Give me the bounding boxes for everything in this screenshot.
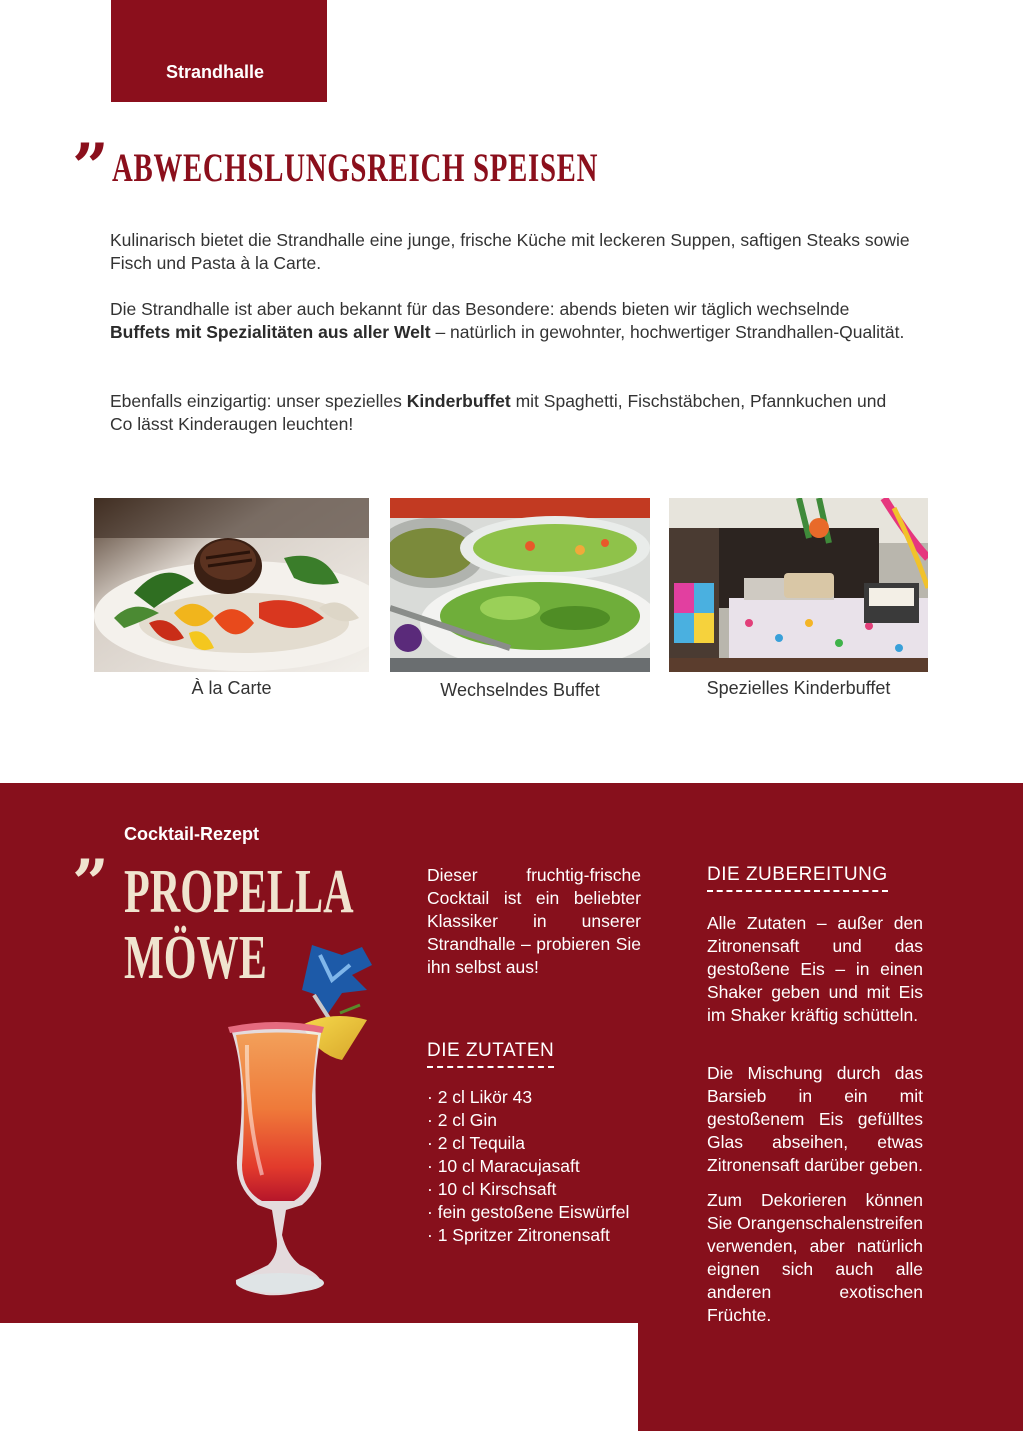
prep-paragraph-3: Zum Dekorieren können Sie Orangenschalenstreifen verwenden, aber natürlich eignen sich auch alle anderen exotischen Früchte.: [707, 1190, 923, 1325]
list-item: · 10 cl Maracujasaft: [427, 1155, 629, 1178]
kinderbuffet-highlight: Kinderbuffet: [406, 391, 511, 411]
intro-paragraph-1: Kulinarisch bietet die Strandhalle eine junge, frische Küche mit leckeren Suppen, saftigen Steaks sowie Fisch und Pasta à la Carte.: [110, 230, 910, 273]
list-item: · 10 cl Kirschsaft: [427, 1178, 629, 1201]
cocktail-glass-illustration: [222, 935, 392, 1305]
intro-paragraph-3: Ebenfalls einzigartig: unser spezielles Kinderbuffet mit Spaghetti, Fischstäbchen, Pfannkuchen und Co lässt Kinderaugen leuchten!: [110, 391, 887, 434]
recipe-label: Cocktail-Rezept: [124, 824, 260, 844]
recipe-band-extension: [638, 1320, 1023, 1431]
recipe-title-line-1: PROPELLA: [124, 858, 354, 926]
buffet-highlight: Buffets mit Spezialitäten aus aller Welt: [110, 322, 431, 342]
header-tab: [111, 0, 327, 102]
list-item: · 2 cl Tequila: [427, 1132, 629, 1155]
prep-paragraph-2: Die Mischung durch das Barsieb in ein mit gestoßenem Eis gefülltes Glas abseihen, etwas Zitronensaft darüber geben.: [707, 1063, 923, 1175]
photo-kinderbuffet: [669, 498, 928, 672]
photo-buffet: [390, 498, 650, 672]
list-item: · 2 cl Gin: [427, 1109, 629, 1132]
caption-kinderbuffet: Spezielles Kinderbuffet: [706, 678, 891, 698]
quote-mark-icon: ”: [72, 130, 109, 205]
recipe-intro: Dieser fruchtig-frische Cocktail ist ein beliebter Klassiker in unserer Strandhalle – probieren Sie ihn selbst aus!: [427, 865, 641, 977]
caption-a-la-carte: À la Carte: [191, 678, 272, 698]
recipe-title-line-2: MÖWE: [124, 924, 267, 992]
ingredients-list: [427, 1086, 629, 1247]
prep-heading: DIE ZUBEREITUNG: [707, 864, 888, 892]
caption-buffet: Wechselndes Buffet: [440, 680, 600, 700]
list-item: · 1 Spritzer Zitronensaft: [427, 1224, 629, 1247]
prep-paragraph-1: Alle Zutaten – außer den Zitronensaft und das gestoßene Eis – in einen Shaker geben und mit Eis im Shaker kräftig schütteln.: [707, 913, 923, 1025]
section-heading: ABWECHSLUNGSREICH SPEISEN: [112, 145, 599, 190]
recipe-quote-mark-icon: ”: [72, 846, 109, 921]
list-item: · fein gestoßene Eiswürfel: [427, 1201, 629, 1224]
intro-paragraph-2: Die Strandhalle ist aber auch bekannt für das Besondere: abends bieten wir täglich wechselnde Buffets mit Spezialitäten aus aller Welt – natürlich in gewohnter, hochwertiger Strandhallen-Qualität.: [110, 299, 905, 342]
ingredients-heading: DIE ZUTATEN: [427, 1040, 554, 1068]
header-tab-label: Strandhalle: [166, 62, 265, 82]
photo-a-la-carte: [94, 498, 369, 672]
list-item: · 2 cl Likör 43: [427, 1086, 629, 1109]
